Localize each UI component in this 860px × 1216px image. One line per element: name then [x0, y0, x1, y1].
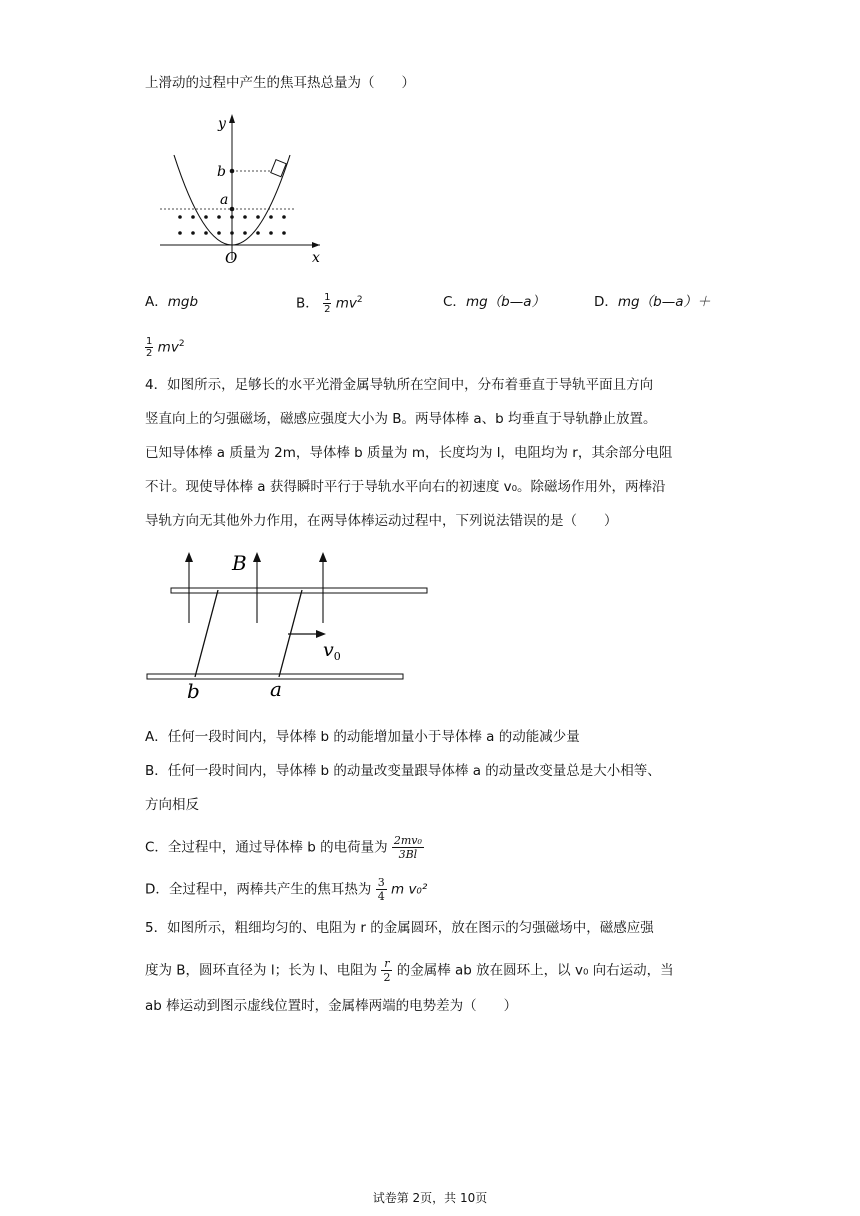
- q3-text-tail: 上滑动的过程中产生的焦耳热总量为（ ）: [145, 75, 415, 91]
- q3-option-d-cont: $\frac{1}{2}$ $mv^2$: [146, 336, 185, 359]
- label-rod-b: b: [187, 679, 200, 703]
- label-a: a: [220, 192, 229, 208]
- q4-option-a: A．任何一段时间内，导体棒 b 的动能增加量小于导体棒 a 的动能减少量: [145, 729, 580, 745]
- label-B: B: [232, 551, 247, 575]
- q3-option-b: B． $\frac{1}{2}$ $mv^2$: [296, 292, 363, 315]
- q5-line-2: 度为 B，圆环直径为 l；长为 l、电阻为 $\frac{r}{2}$ 的金属棒 ab 放在圆环上，以 v₀ 向右运动，当: [145, 957, 674, 984]
- q3-option-c: C．mg（b—a）: [443, 294, 545, 310]
- label-o: O: [225, 249, 238, 267]
- q4-line-2: 竖直向上的匀强磁场，磁感应强度大小为 B。两导体棒 a、b 均垂直于导轨静止放置。: [145, 411, 657, 427]
- label-b: b: [217, 164, 226, 180]
- label-x: x: [312, 250, 320, 266]
- x-axis-arrow: [312, 242, 320, 248]
- label-y: y: [218, 116, 226, 132]
- q4-line-4: 不计。现使导体棒 a 获得瞬时平行于导轨水平向右的初速度 v₀。除磁场作用外，两棒沿: [145, 479, 666, 495]
- q4-line-1: 4．如图所示，足够长的水平光滑金属导轨所在空间中，分布着垂直于导轨平面且方向: [145, 377, 654, 393]
- upper-rail: [171, 588, 427, 593]
- y-axis-arrow: [229, 114, 235, 123]
- label-v0: $v_0$: [323, 639, 341, 663]
- rod-b: [195, 590, 218, 677]
- q4-option-b-2: 方向相反: [145, 797, 199, 813]
- point-a: [230, 207, 235, 212]
- page-footer: 试卷第 2页，共 10页: [372, 1191, 488, 1205]
- q5-line-1: 5．如图所示，粗细均匀的、电阻为 r 的金属圆环，放在图示的匀强磁场中，磁感应强: [145, 920, 654, 936]
- figure-parabola: [140, 110, 470, 270]
- figure-rails: [140, 548, 440, 708]
- point-b: [230, 169, 235, 174]
- q3-option-a: A．mgb: [145, 294, 199, 310]
- q4-option-d: D．全过程中，两棒共产生的焦耳热为 $\frac{3}{4}$ m v₀²: [145, 876, 428, 903]
- q4-line-3: 已知导体棒 a 质量为 2m，导体棒 b 质量为 m，长度均为 l，电阻均为 r，其余部分电阻: [145, 445, 673, 461]
- label-rod-a: a: [270, 677, 282, 701]
- q4-option-b-1: B．任何一段时间内，导体棒 b 的动量改变量跟导体棒 a 的动量改变量总是大小相等、: [145, 763, 661, 779]
- q3-option-d: D．mg（b—a）＋: [594, 294, 711, 310]
- q5-line-3: ab 棒运动到图示虚线位置时，金属棒两端的电势差为（ ）: [145, 998, 518, 1014]
- q4-option-c: C．全过程中，通过导体棒 b 的电荷量为 $\frac{\text{2mv₀}}{3Bl}$: [145, 834, 422, 861]
- q4-line-5: 导轨方向无其他外力作用，在两导体棒运动过程中，下列说法错误的是（ ）: [145, 513, 618, 529]
